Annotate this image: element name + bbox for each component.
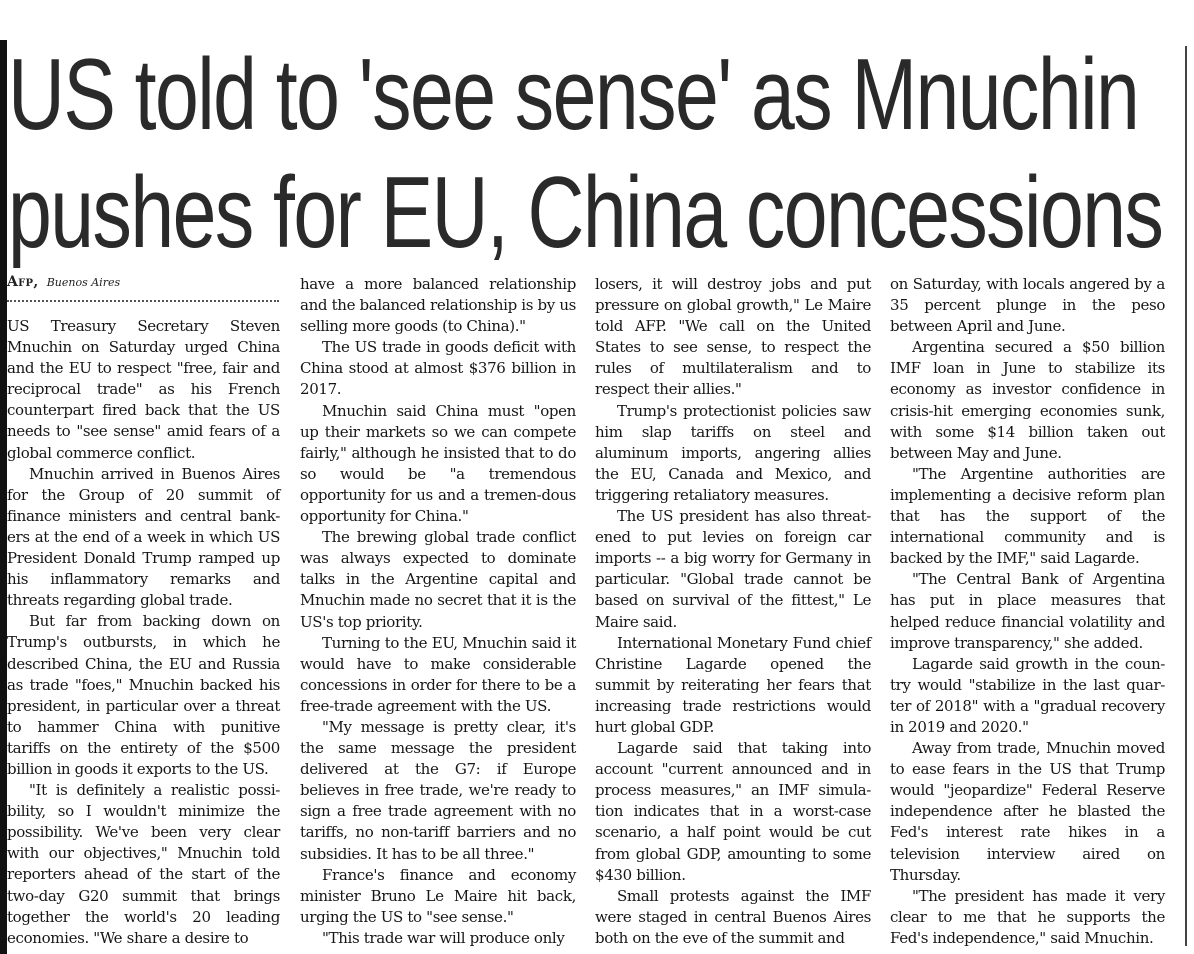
paragraph: "The Argentine authorities are implementing a decisive reform plan that has the support of the international community and is backed by the IMF," said Lagarde. — [890, 464, 1165, 568]
byline-place: Buenos Aires — [46, 276, 121, 289]
paragraph: "It is definitely a realistic possi-bility, so I wouldn't minimize the possibility. We've been very clear with our objectives," Mnuchin told reporters ahead of the start of the two-day G20 summit that brings together the world's 20 leading economies. "We share a desire to — [7, 781, 280, 947]
paragraph: Small protests against the IMF were staged in central Buenos Aires both on the eve of the summit and — [595, 886, 871, 947]
headline — [8, 36, 1163, 272]
paragraph: "My message is pretty clear, it's the same message the president delivered at the G7: if Europe believes in free trade, we're ready to sign a free trade agreement with no tariffs, no non-tariff barriers and no subsidies. It has to be all three." — [300, 717, 576, 863]
headline-line-1: US told to 'see sense' as Mnuchin — [8, 39, 1139, 151]
paragraph: Away from trade, Mnuchin moved to ease fears in the US that Trump would "jeopardize" Federal Reserve independence after he blasted the Fed's interest rate hikes in a television interview aired on Thursday. — [890, 739, 1165, 884]
article-column-4 — [890, 274, 1165, 949]
right-edge-rule — [1185, 46, 1187, 946]
paragraph: The US president has also threat-ened to put levies on foreign car imports -- a big worry for Germany in particular. "Global trade cannot be based on survival of the fittest," Le Maire said. — [595, 507, 871, 631]
paragraph: France's finance and economy minister Bruno Le Maire hit back, urging the US to "see sense." — [300, 865, 576, 926]
paragraph: "The Central Bank of Argentina has put in place measures that helped reduce financial volatility and improve transparency," she added. — [890, 570, 1165, 652]
paragraph: "The president has made it very clear to me that he supports the Fed's independence," said Mnuchin. — [890, 886, 1165, 947]
paragraph: Lagarde said growth in the coun-try would "stabilize in the last quar-ter of 2018" with a "gradual recovery in 2019 and 2020." — [890, 654, 1165, 736]
paragraph: losers, it will destroy jobs and put pressure on global growth," Le Maire told AFP. "We call on the United States to see sense, to respect the rules of multilateralism and to respect their allies." — [595, 275, 871, 399]
byline-divider — [7, 300, 279, 302]
paragraph: "This trade war will produce only — [322, 928, 565, 947]
paragraph: The brewing global trade conflict was always expected to dominate talks in the Argentine capital and Mnuchin made no secret that it is the US's top priority. — [300, 528, 576, 631]
paragraph: Trump's protectionist policies saw him slap tariffs on steel and aluminum imports, angering allies the EU, Canada and Mexico, and triggering retaliatory measures. — [595, 401, 871, 504]
paragraph: US Treasury Secretary Steven Mnuchin on Saturday urged China and the EU to respect "free, fair and reciprocal trade" as his French counterpart fired back that the US needs to "see sense" amid fears of a global commerce conflict. — [7, 317, 280, 462]
article-column-1 — [7, 316, 280, 949]
paragraph: Argentina secured a $50 billion IMF loan in June to stabilize its economy as investor confidence in crisis-hit emerging economies sunk, with some $14 billion taken out between May and June. — [890, 338, 1165, 462]
paragraph: Mnuchin said China must "open up their markets so we can compete fairly," although he insisted that to do so would be "a tremendous opportunity for us and a tremen-dous opportunity for China." — [300, 401, 576, 526]
article-column-3 — [595, 274, 871, 949]
byline — [7, 274, 279, 291]
paragraph: Mnuchin arrived in Buenos Aires for the Group of 20 summit of finance ministers and central bank-ers at the end of a week in which US President Donald Trump ramped up his inflammatory remarks and threats regarding global trade. — [7, 464, 280, 610]
paragraph: The US trade in goods deficit with China stood at almost $376 billion in 2017. — [300, 338, 576, 399]
paragraph: But far from backing down on Trump's outbursts, in which he described China, the EU and Russia as trade "foes," Mnuchin backed his president, in particular over a threat to hammer China with punitive tariffs on the entirety of the $500 billion in goods it exports to the US. — [7, 612, 280, 778]
left-edge-rule — [0, 40, 7, 954]
paragraph: on Saturday, with locals angered by a 35 percent plunge in the peso between April and June. — [890, 275, 1165, 336]
paragraph: Turning to the EU, Mnuchin said it would have to make considerable concessions in order for there to be a free-trade agreement with the US. — [300, 633, 576, 715]
article-column-2 — [300, 274, 576, 949]
paragraph: have a more balanced relationship and the balanced relationship is by us selling more goods (to China)." — [300, 275, 576, 336]
headline-line-2: pushes for EU, China concessions — [8, 157, 1163, 269]
paragraph: International Monetary Fund chief Christine Lagarde opened the summit by reiterating her fears that increasing trade restrictions would hurt global GDP. — [595, 633, 871, 736]
paragraph: Lagarde said that taking into account "current announced and in process measures," an IMF simula-tion indicates that in a worst-case scenario, a half point would be cut from global GDP, amounting to some $430 billion. — [595, 739, 871, 884]
byline-agency: Afp, — [7, 274, 39, 290]
